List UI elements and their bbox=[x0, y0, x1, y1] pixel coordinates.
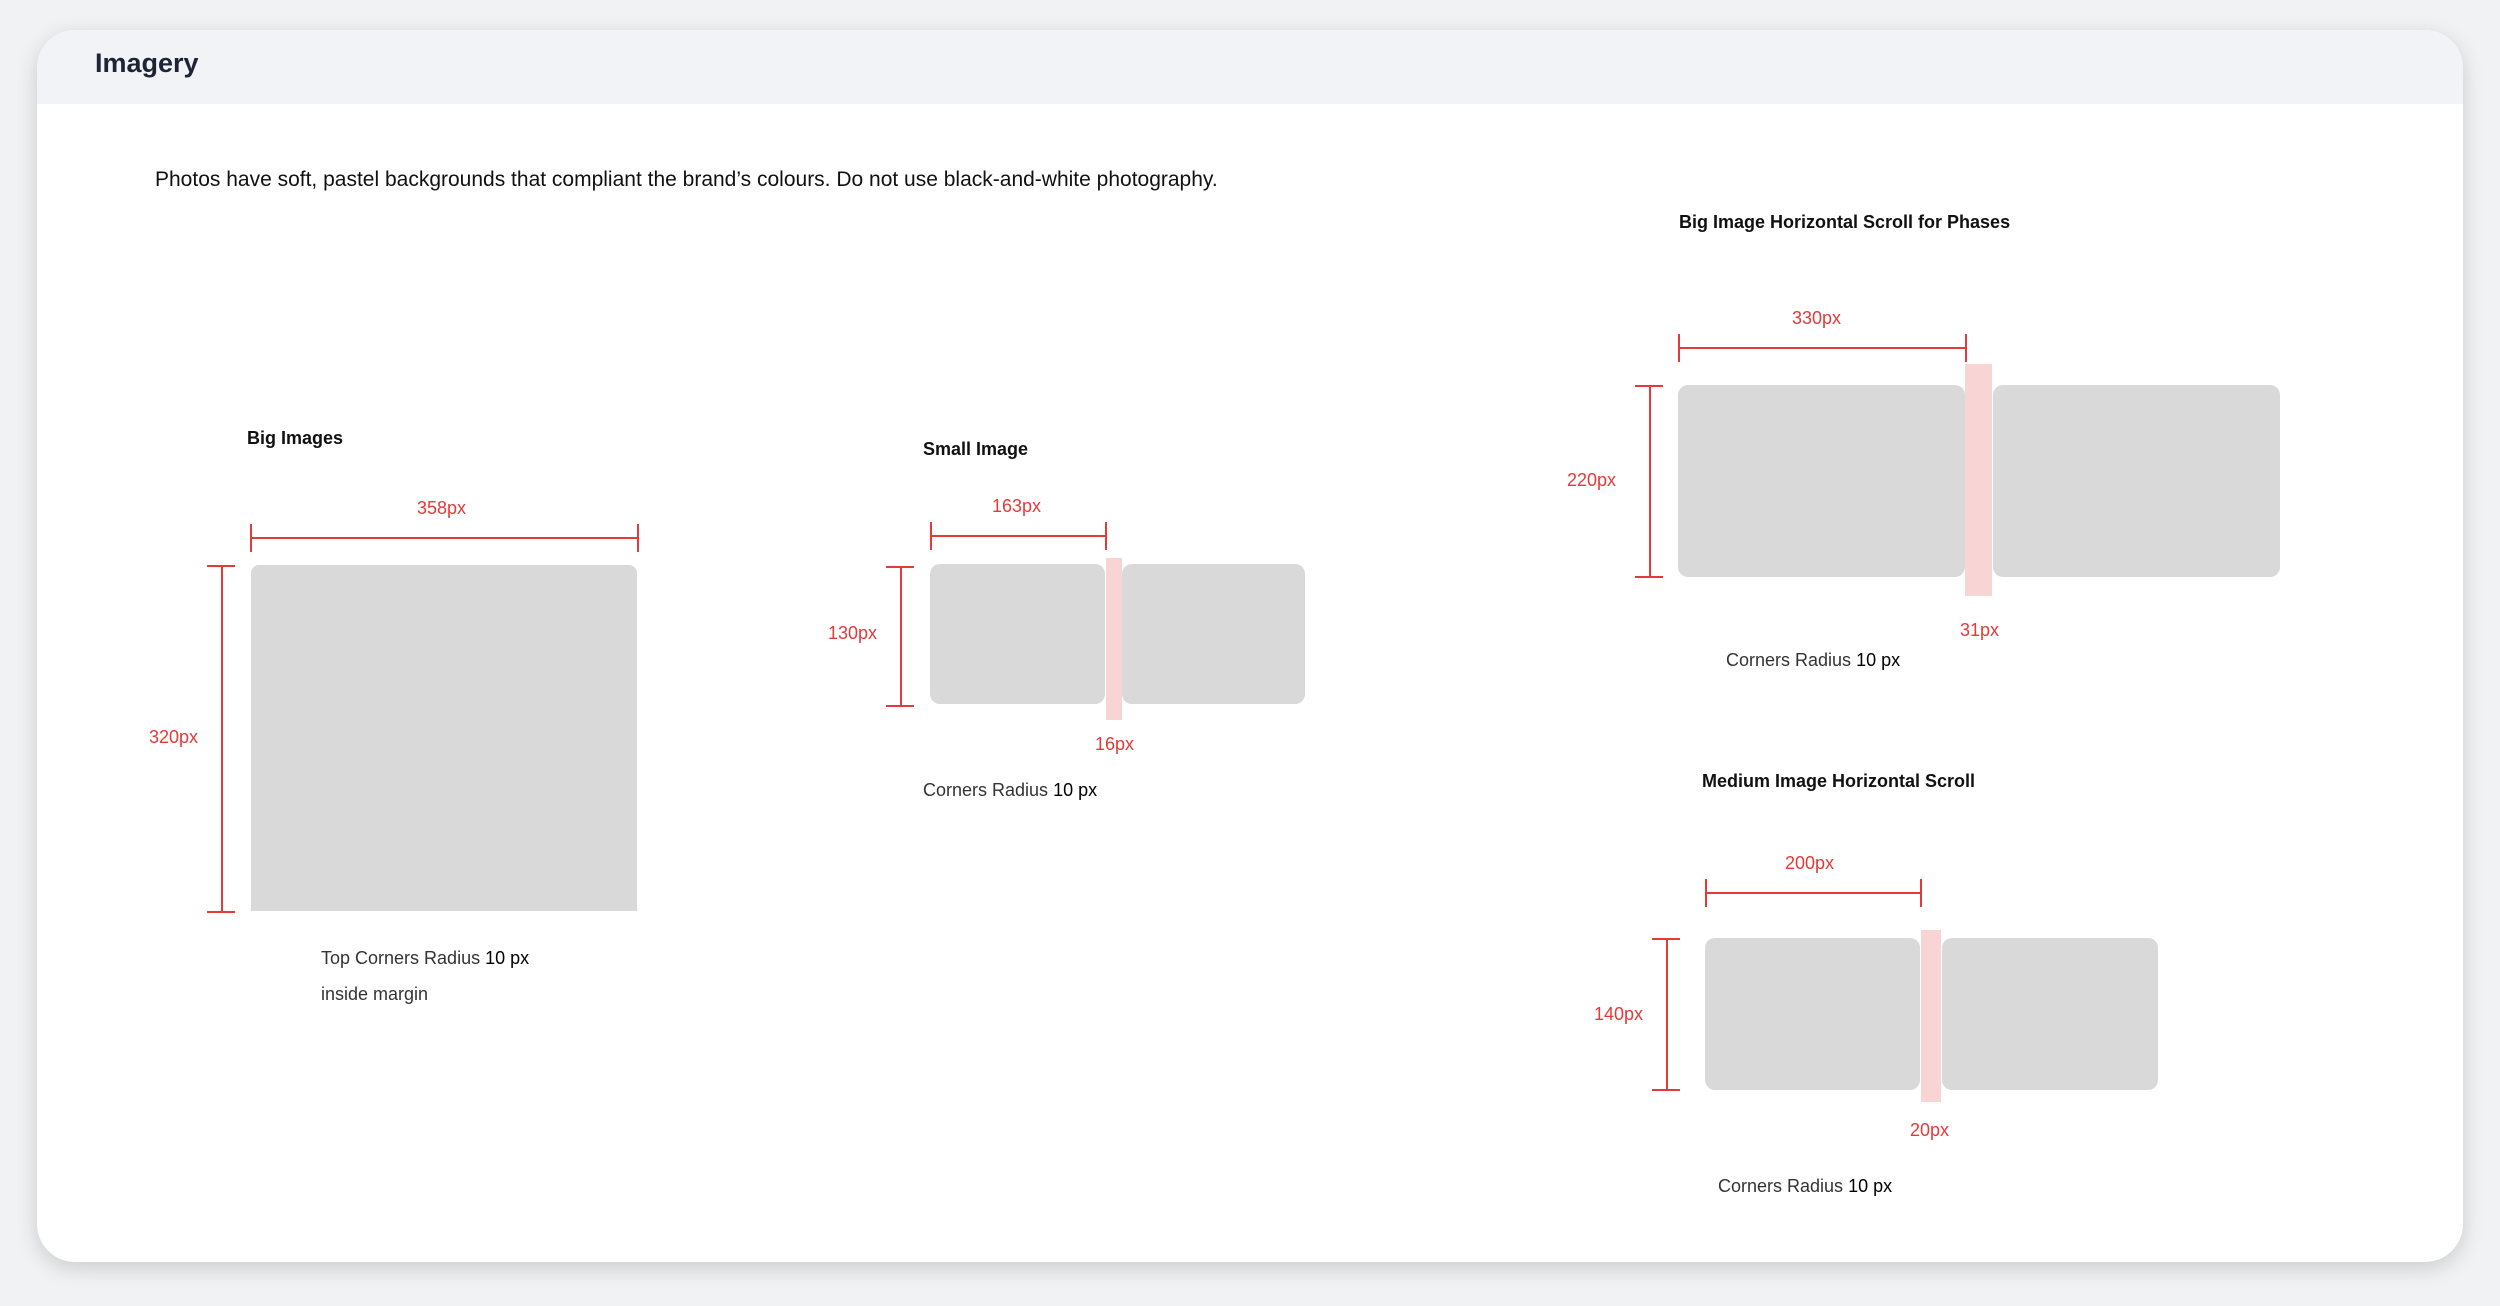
caption-text: Corners Radius bbox=[1718, 1176, 1849, 1196]
small-image-width-label: 163px bbox=[992, 496, 1042, 516]
big-images-width-tick-right bbox=[637, 524, 639, 552]
intro-text: Photos have soft, pastel backgrounds that compliant the brand’s colours. Do not use black-and-white photography. bbox=[155, 168, 1218, 191]
medium-scroll-placeholder-2 bbox=[1942, 938, 2158, 1090]
caption-value: 10 px bbox=[1856, 650, 1901, 670]
big-images-height-tick-top bbox=[207, 565, 235, 567]
big-image-placeholder bbox=[251, 565, 637, 911]
caption-text: Corners Radius bbox=[1726, 650, 1857, 670]
card-header bbox=[37, 30, 2463, 104]
medium-scroll-width-tick-left bbox=[1705, 879, 1707, 907]
big-images-title: Big Images bbox=[247, 428, 344, 448]
small-image-height-tick-top bbox=[886, 566, 914, 568]
medium-scroll-width-label: 200px bbox=[1785, 853, 1835, 873]
imagery-card bbox=[37, 30, 2463, 1262]
medium-scroll-height-line bbox=[1666, 938, 1668, 1090]
big-scroll-width-line bbox=[1678, 347, 1966, 349]
small-image-width-line bbox=[930, 535, 1106, 537]
medium-scroll-placeholder-1 bbox=[1705, 938, 1920, 1090]
small-image-height-line bbox=[900, 566, 902, 706]
big-scroll-title: Big Image Horizontal Scroll for Phases bbox=[1679, 212, 2011, 232]
small-image-placeholder-1 bbox=[930, 564, 1105, 704]
big-images-width-label: 358px bbox=[417, 498, 467, 518]
big-scroll-height-tick-bottom bbox=[1635, 576, 1663, 578]
big-images-width-line bbox=[250, 537, 638, 539]
big-scroll-width-tick-left bbox=[1678, 334, 1680, 362]
big-scroll-height-tick-top bbox=[1635, 385, 1663, 387]
small-image-height-label: 130px bbox=[828, 623, 878, 643]
medium-scroll-title: Medium Image Horizontal Scroll bbox=[1702, 771, 1976, 791]
caption-value: 10 px bbox=[1053, 780, 1098, 800]
small-image-title: Small Image bbox=[923, 439, 1029, 459]
big-scroll-placeholder-2 bbox=[1993, 385, 2280, 577]
big-images-caption bbox=[321, 948, 529, 969]
small-image-caption bbox=[923, 780, 1097, 801]
big-images-height-label: 320px bbox=[149, 727, 199, 747]
small-image-width-tick-right bbox=[1105, 522, 1107, 550]
medium-scroll-width-line bbox=[1705, 892, 1921, 894]
small-image-width-tick-left bbox=[930, 522, 932, 550]
caption-value: 10 px bbox=[485, 948, 530, 968]
medium-scroll-height-label: 140px bbox=[1594, 1004, 1644, 1024]
big-scroll-width-tick-right bbox=[1965, 334, 1967, 362]
caption-value: 10 px bbox=[1848, 1176, 1893, 1196]
big-scroll-gap bbox=[1965, 364, 1992, 596]
page-title: Imagery bbox=[95, 48, 199, 78]
big-images-height-line bbox=[221, 565, 223, 912]
small-image-gap-label: 16px bbox=[1095, 734, 1135, 754]
big-scroll-width-label: 330px bbox=[1792, 308, 1842, 328]
medium-scroll-width-tick-right bbox=[1920, 879, 1922, 907]
big-scroll-height-label: 220px bbox=[1567, 470, 1617, 490]
big-scroll-gap-label: 31px bbox=[1960, 620, 2000, 640]
small-image-gap bbox=[1106, 558, 1122, 720]
medium-scroll-caption bbox=[1718, 1176, 1892, 1197]
medium-scroll-gap bbox=[1921, 930, 1941, 1102]
caption-text: Corners Radius bbox=[923, 780, 1054, 800]
medium-scroll-height-tick-bottom bbox=[1652, 1089, 1680, 1091]
medium-scroll-height-tick-top bbox=[1652, 938, 1680, 940]
small-image-height-tick-bottom bbox=[886, 705, 914, 707]
big-scroll-caption bbox=[1726, 650, 1900, 671]
big-images-width-tick-left bbox=[250, 524, 252, 552]
big-scroll-height-line bbox=[1649, 385, 1651, 577]
small-image-placeholder-2 bbox=[1122, 564, 1305, 704]
big-scroll-placeholder-1 bbox=[1678, 385, 1965, 577]
medium-scroll-gap-label: 20px bbox=[1910, 1120, 1950, 1140]
big-images-height-tick-bottom bbox=[207, 911, 235, 913]
caption-text: Top Corners Radius bbox=[321, 948, 486, 968]
big-images-caption-line2: inside margin bbox=[321, 984, 429, 1004]
